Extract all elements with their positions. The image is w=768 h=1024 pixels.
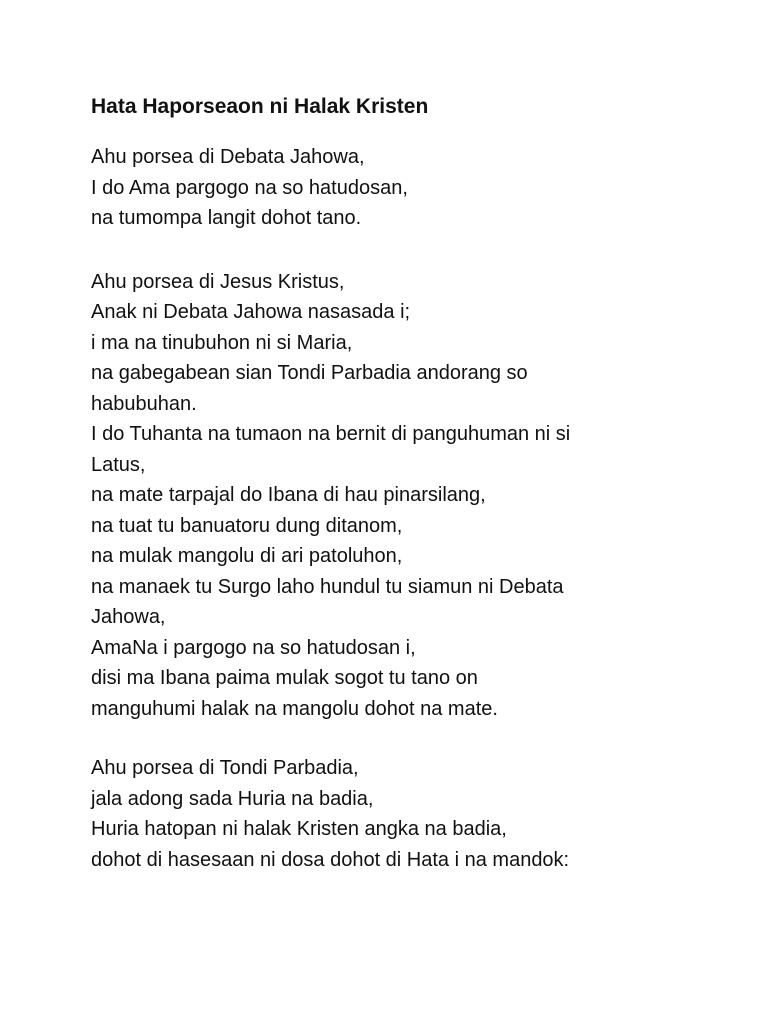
text-line: I do Ama pargogo na so hatudosan, [91, 176, 408, 199]
stanza-gap [91, 724, 751, 753]
text-line: na gabegabean sian Tondi Parbadia andorang so [91, 362, 528, 384]
text-line: na mate tarpajal do Ibana di hau pinarsilang, [91, 484, 486, 506]
document-page [91, 90, 751, 875]
text-line: na tumompa langit dohot tano. [91, 207, 362, 229]
text-line: I do Tuhanta na tumaon na bernit di panguhuman ni si [91, 423, 571, 445]
text-line: dohot di hasesaan ni dosa dohot di Hata i na mandok: [91, 848, 570, 871]
text-line: Ahu porsea di Tondi Parbadia, [91, 757, 359, 779]
text-line: Latus, [91, 453, 146, 476]
text-line: disi ma Ibana paima mulak sogot tu tano on [91, 667, 478, 689]
text-line: Ahu porsea di Jesus Kristus, [91, 270, 345, 293]
text-line: habubuhan. [91, 392, 197, 415]
text-line: Jahowa, [91, 606, 166, 628]
text-line: Huria hatopan ni halak Kristen angka na badia, [91, 818, 507, 840]
stanza-gap [91, 234, 751, 267]
stanza-1 [91, 142, 751, 234]
text-line: Ahu porsea di Debata Jahowa, [91, 146, 365, 168]
text-line: AmaNa i pargogo na so hatudosan i, [91, 636, 416, 659]
stanza-3 [91, 753, 751, 875]
stanza-2 [91, 267, 751, 725]
document-title: Hata Haporseaon ni Halak Kristen [91, 95, 429, 118]
text-line: manguhumi halak na mangolu dohot na mate. [91, 697, 498, 720]
text-line: Anak ni Debata Jahowa nasasada i; [91, 301, 411, 323]
text-line: na manaek tu Surgo laho hundul tu siamun ni Debata [91, 575, 564, 598]
text-line: na mulak mangolu di ari patoluhon, [91, 545, 403, 567]
text-line: i ma na tinubuhon ni si Maria, [91, 331, 353, 354]
text-line: jala adong sada Huria na badia, [91, 787, 374, 810]
text-line: na tuat tu banuatoru dung ditanom, [91, 514, 403, 537]
